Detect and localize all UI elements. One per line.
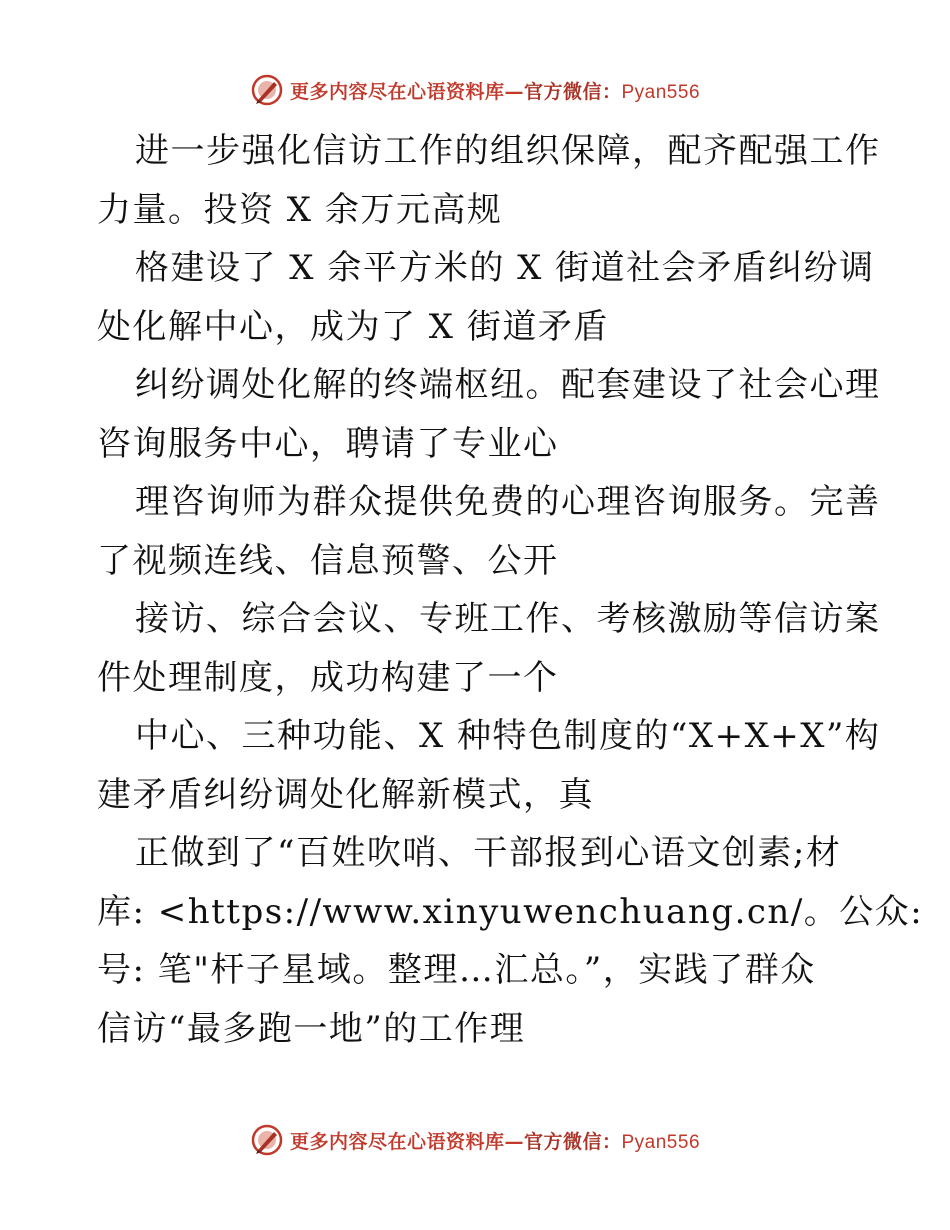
text-line: 格建设了 X 余平方米的 X 街道社会矛盾纠纷调 bbox=[135, 248, 875, 288]
text-line: 正做到了“百姓吹哨、干部报到心语文创素;材 bbox=[135, 833, 842, 873]
text-line: 接访、综合会议、专班工作、考核激励等信访案 bbox=[135, 599, 881, 639]
text-line: 信访“最多跑一地”的工作理 bbox=[97, 1008, 526, 1049]
text-line: 件处理制度，成功构建了一个 bbox=[97, 657, 559, 698]
footer-banner bbox=[0, 1120, 950, 1160]
text-line: 理咨询师为群众提供免费的心理咨询服务。完善 bbox=[135, 482, 881, 522]
body-paragraph bbox=[97, 122, 924, 1058]
footer-banner-text: 更多内容尽在心语资料库—官方微信：Pyan556 bbox=[289, 1130, 701, 1153]
text-line: 进一步强化信访工作的组织保障，配齐配强工作 bbox=[135, 131, 881, 171]
text-line: 处化解中心，成为了 X 街道矛盾 bbox=[97, 306, 609, 347]
text-line: 号: 笔"杆子星域。整理…汇总。”，实践了群众 bbox=[97, 950, 816, 990]
text-line: 纠纷调处化解的终端枢纽。配套建设了社会心理 bbox=[135, 365, 881, 405]
text-line: 库: <https://www.xinyuwenchuang.cn/。公众: bbox=[97, 891, 924, 932]
pen-logo-icon bbox=[250, 73, 284, 107]
text-line: 力量。投资 X 余万元高规 bbox=[97, 189, 503, 230]
text-line: 建矛盾纠纷调处化解新模式，真 bbox=[97, 774, 594, 815]
text-line: 中心、三种功能、X 种特色制度的“X+X+X”构 bbox=[135, 716, 881, 756]
text-line: 了视频连线、信息预警、公开 bbox=[97, 540, 559, 581]
pen-logo-icon bbox=[250, 1123, 284, 1157]
text-line: 咨询服务中心，聘请了专业心 bbox=[97, 423, 559, 464]
header-banner bbox=[0, 70, 950, 110]
header-banner-text: 更多内容尽在心语资料库—官方微信：Pyan556 bbox=[289, 80, 701, 103]
